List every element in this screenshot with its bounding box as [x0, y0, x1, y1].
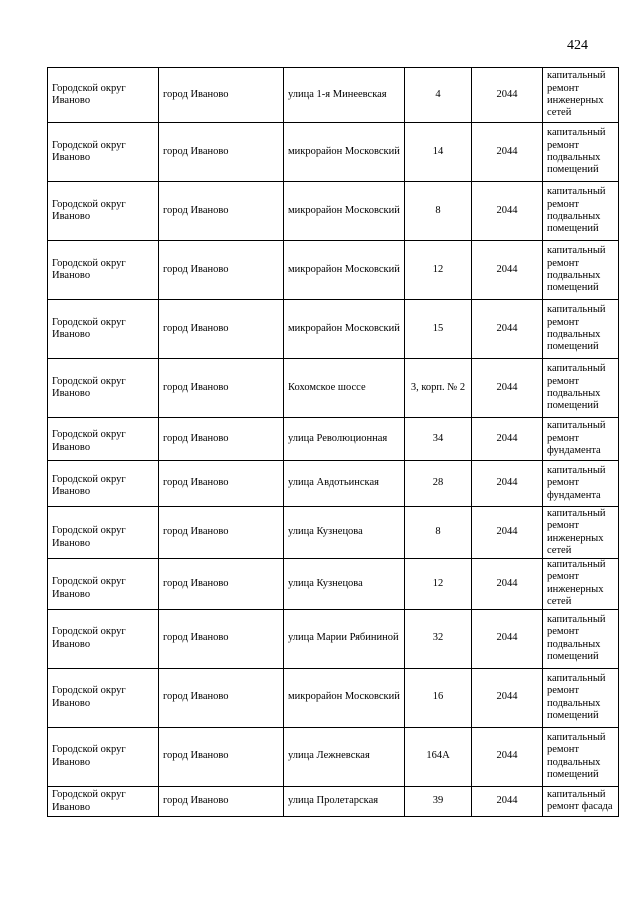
work-type-cell: капитальный ремонт подвальных помещений — [543, 241, 619, 300]
house-cell: 8 — [405, 182, 472, 241]
year-cell: 2044 — [472, 461, 543, 507]
year-cell: 2044 — [472, 300, 543, 359]
table-row — [48, 609, 619, 668]
house-cell: 12 — [405, 241, 472, 300]
city-cell: город Иваново — [159, 123, 284, 182]
city-cell: город Иваново — [159, 68, 284, 123]
okrug-cell: Городской округ Иваново — [48, 559, 159, 610]
okrug-cell: Городской округ Иваново — [48, 507, 159, 559]
work-type-cell: капитальный ремонт фундамента — [543, 418, 619, 461]
table-row — [48, 507, 619, 559]
year-cell: 2044 — [472, 786, 543, 816]
work-type-cell: капитальный ремонт подвальных помещений — [543, 359, 619, 418]
street-cell: улица Революционная — [284, 418, 405, 461]
table-row — [48, 418, 619, 461]
table-row — [48, 461, 619, 507]
okrug-cell: Городской округ Иваново — [48, 668, 159, 727]
street-cell: микрорайон Московский — [284, 123, 405, 182]
work-type-cell: капитальный ремонт подвальных помещений — [543, 123, 619, 182]
house-cell: 164А — [405, 727, 472, 786]
house-cell: 34 — [405, 418, 472, 461]
city-cell: город Иваново — [159, 559, 284, 610]
city-cell: город Иваново — [159, 507, 284, 559]
year-cell: 2044 — [472, 68, 543, 123]
okrug-cell: Городской округ Иваново — [48, 727, 159, 786]
okrug-cell: Городской округ Иваново — [48, 786, 159, 816]
okrug-cell: Городской округ Иваново — [48, 418, 159, 461]
table-row — [48, 123, 619, 182]
okrug-cell: Городской округ Иваново — [48, 359, 159, 418]
street-cell: улица Авдотьинская — [284, 461, 405, 507]
house-cell: 3, корп. № 2 — [405, 359, 472, 418]
house-cell: 15 — [405, 300, 472, 359]
street-cell: улица Кузнецова — [284, 559, 405, 610]
year-cell: 2044 — [472, 241, 543, 300]
house-cell: 8 — [405, 507, 472, 559]
street-cell: улица Марии Рябининой — [284, 609, 405, 668]
table-row — [48, 359, 619, 418]
year-cell: 2044 — [472, 609, 543, 668]
street-cell: микрорайон Московский — [284, 668, 405, 727]
work-type-cell: капитальный ремонт подвальных помещений — [543, 668, 619, 727]
okrug-cell: Городской округ Иваново — [48, 182, 159, 241]
year-cell: 2044 — [472, 418, 543, 461]
street-cell: микрорайон Московский — [284, 182, 405, 241]
table-row — [48, 241, 619, 300]
street-cell: Кохомское шоссе — [284, 359, 405, 418]
house-cell: 4 — [405, 68, 472, 123]
city-cell: город Иваново — [159, 609, 284, 668]
house-cell: 16 — [405, 668, 472, 727]
house-cell: 39 — [405, 786, 472, 816]
year-cell: 2044 — [472, 507, 543, 559]
street-cell: улица Лежневская — [284, 727, 405, 786]
year-cell: 2044 — [472, 182, 543, 241]
work-type-cell: капитальный ремонт инженерных сетей — [543, 507, 619, 559]
okrug-cell: Городской округ Иваново — [48, 461, 159, 507]
city-cell: город Иваново — [159, 359, 284, 418]
work-type-cell: капитальный ремонт инженерных сетей — [543, 559, 619, 610]
table-row — [48, 559, 619, 610]
street-cell: микрорайон Московский — [284, 300, 405, 359]
okrug-cell: Городской округ Иваново — [48, 609, 159, 668]
year-cell: 2044 — [472, 559, 543, 610]
city-cell: город Иваново — [159, 727, 284, 786]
city-cell: город Иваново — [159, 786, 284, 816]
house-cell: 14 — [405, 123, 472, 182]
city-cell: город Иваново — [159, 461, 284, 507]
city-cell: город Иваново — [159, 241, 284, 300]
house-cell: 12 — [405, 559, 472, 610]
work-type-cell: капитальный ремонт фасада — [543, 786, 619, 816]
city-cell: город Иваново — [159, 300, 284, 359]
okrug-cell: Городской округ Иваново — [48, 68, 159, 123]
okrug-cell: Городской округ Иваново — [48, 123, 159, 182]
house-cell: 32 — [405, 609, 472, 668]
year-cell: 2044 — [472, 727, 543, 786]
street-cell: улица Кузнецова — [284, 507, 405, 559]
work-type-cell: капитальный ремонт инженерных сетей — [543, 68, 619, 123]
city-cell: город Иваново — [159, 668, 284, 727]
repair-registry-table — [47, 67, 619, 817]
city-cell: город Иваново — [159, 418, 284, 461]
table-row — [48, 182, 619, 241]
house-cell: 28 — [405, 461, 472, 507]
year-cell: 2044 — [472, 359, 543, 418]
table-row — [48, 300, 619, 359]
street-cell: улица 1-я Минеевская — [284, 68, 405, 123]
work-type-cell: капитальный ремонт подвальных помещений — [543, 182, 619, 241]
page-number: 424 — [567, 38, 588, 53]
work-type-cell: капитальный ремонт подвальных помещений — [543, 727, 619, 786]
okrug-cell: Городской округ Иваново — [48, 241, 159, 300]
work-type-cell: капитальный ремонт фундамента — [543, 461, 619, 507]
table-row — [48, 68, 619, 123]
table-row — [48, 786, 619, 816]
work-type-cell: капитальный ремонт подвальных помещений — [543, 609, 619, 668]
year-cell: 2044 — [472, 668, 543, 727]
okrug-cell: Городской округ Иваново — [48, 300, 159, 359]
table-row — [48, 727, 619, 786]
year-cell: 2044 — [472, 123, 543, 182]
street-cell: улица Пролетарская — [284, 786, 405, 816]
table-row — [48, 668, 619, 727]
street-cell: микрорайон Московский — [284, 241, 405, 300]
city-cell: город Иваново — [159, 182, 284, 241]
work-type-cell: капитальный ремонт подвальных помещений — [543, 300, 619, 359]
